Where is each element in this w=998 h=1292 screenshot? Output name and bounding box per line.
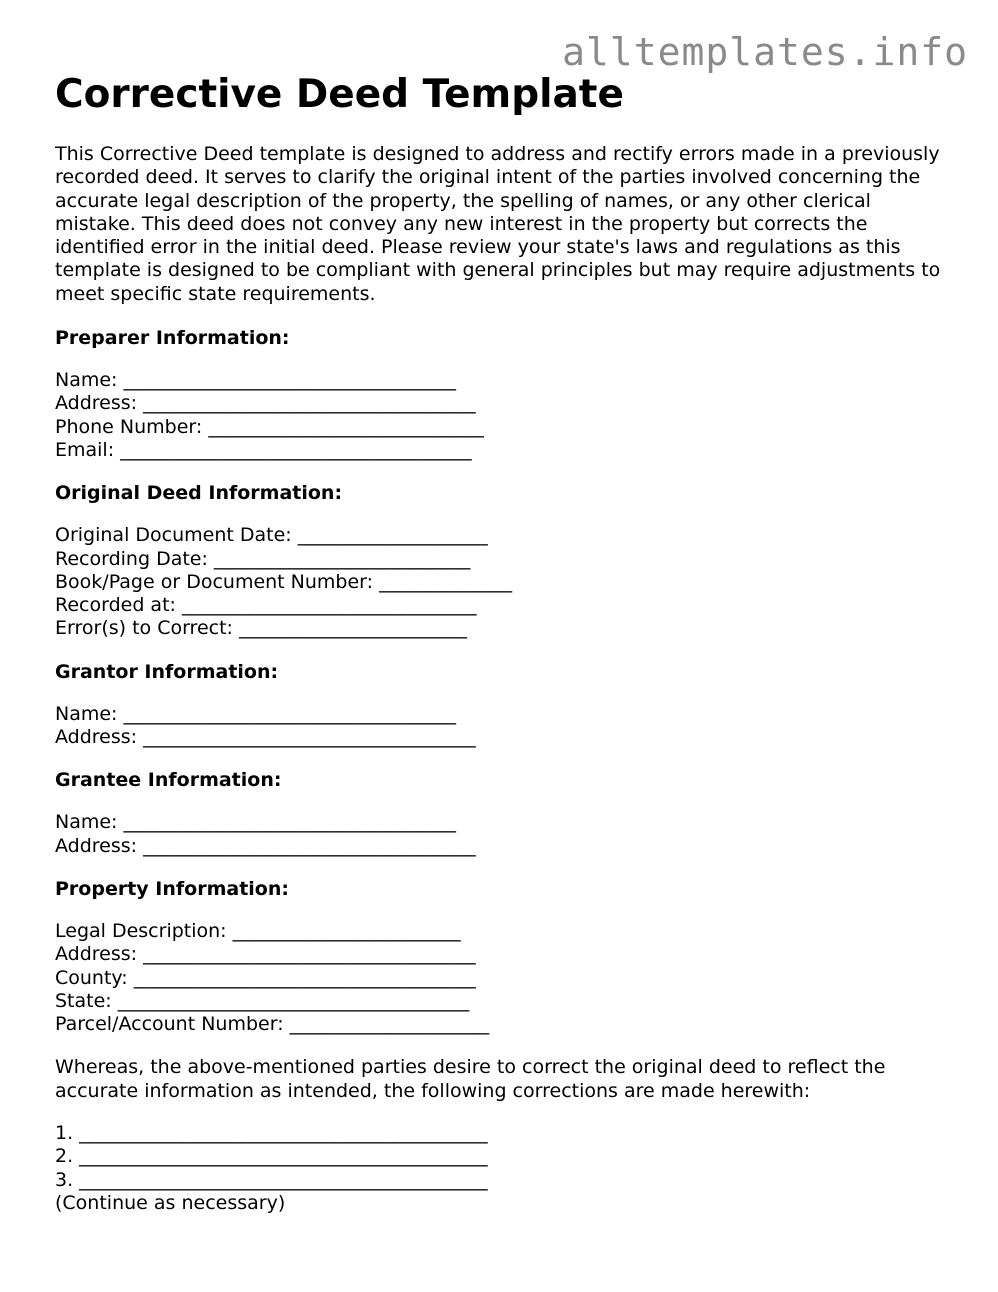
- county-field[interactable]: County: ____________________________________: [55, 966, 476, 989]
- continue-note: (Continue as necessary): [55, 1191, 286, 1214]
- preparer-fields: [55, 369, 955, 462]
- state-field[interactable]: State: _____________________________________: [55, 989, 470, 1012]
- preparer-name-field[interactable]: Name: ___________________________________: [55, 369, 456, 392]
- document-page: [55, 70, 955, 1215]
- property-fields: [55, 920, 955, 1036]
- errors-to-correct-field[interactable]: Error(s) to Correct: ________________________: [55, 617, 467, 640]
- grantee-fields: [55, 811, 955, 858]
- grantor-address-field[interactable]: Address: ___________________________________: [55, 726, 476, 749]
- grantee-name-field[interactable]: Name: ___________________________________: [55, 811, 456, 834]
- corrections-list: [55, 1122, 955, 1215]
- grantee-address-field[interactable]: Address: ___________________________________: [55, 834, 476, 857]
- whereas-paragraph: Whereas, the above-mentioned parties desire to correct the original deed to reflect the accurate information as intended, the following corrections are made herewith:: [55, 1056, 886, 1102]
- parcel-number-field[interactable]: Parcel/Account Number: _____________________: [55, 1013, 490, 1036]
- intro-paragraph: This Corrective Deed template is designed to address and rectify errors made in a previously recorded deed. It serves to clarify the original intent of the parties involved concerning the accurate legal description of the property, the spelling of names, or any other clerical mistake. This deed does not convey any new interest in the property but corrects the identified error in the initial deed. Please review your state's laws and regulations as this template is designed to be compliant with general principles but may require adjustments to meet specific state requirements.: [55, 143, 941, 305]
- original-deed-fields: [55, 524, 955, 640]
- property-address-field[interactable]: Address: ___________________________________: [55, 943, 476, 966]
- grantor-name-field[interactable]: Name: ___________________________________: [55, 702, 456, 725]
- original-document-date-field[interactable]: Original Document Date: ____________________: [55, 524, 488, 547]
- recording-date-field[interactable]: Recording Date: ___________________________: [55, 547, 471, 570]
- grantee-heading: Grantee Information:: [55, 769, 282, 792]
- correction-item-3[interactable]: 3. ___________________________________________: [55, 1168, 488, 1191]
- legal-description-field[interactable]: Legal Description: ________________________: [55, 919, 461, 942]
- preparer-heading: Preparer Information:: [55, 327, 290, 350]
- property-heading: Property Information:: [55, 877, 289, 900]
- grantor-heading: Grantor Information:: [55, 660, 279, 683]
- correction-item-1[interactable]: 1. ___________________________________________: [55, 1122, 488, 1145]
- original-deed-heading: Original Deed Information:: [55, 482, 343, 505]
- correction-item-2[interactable]: 2. ___________________________________________: [55, 1145, 488, 1168]
- preparer-address-field[interactable]: Address: ___________________________________: [55, 392, 476, 415]
- preparer-email-field[interactable]: Email: _____________________________________: [55, 438, 472, 461]
- grantor-fields: [55, 703, 955, 750]
- preparer-phone-field[interactable]: Phone Number: _____________________________: [55, 415, 484, 438]
- book-page-field[interactable]: Book/Page or Document Number: ______________: [55, 570, 513, 593]
- page-title: Corrective Deed Template: [55, 72, 624, 117]
- watermark: alltemplates.info: [562, 30, 968, 74]
- recorded-at-field[interactable]: Recorded at: _______________________________: [55, 594, 477, 617]
